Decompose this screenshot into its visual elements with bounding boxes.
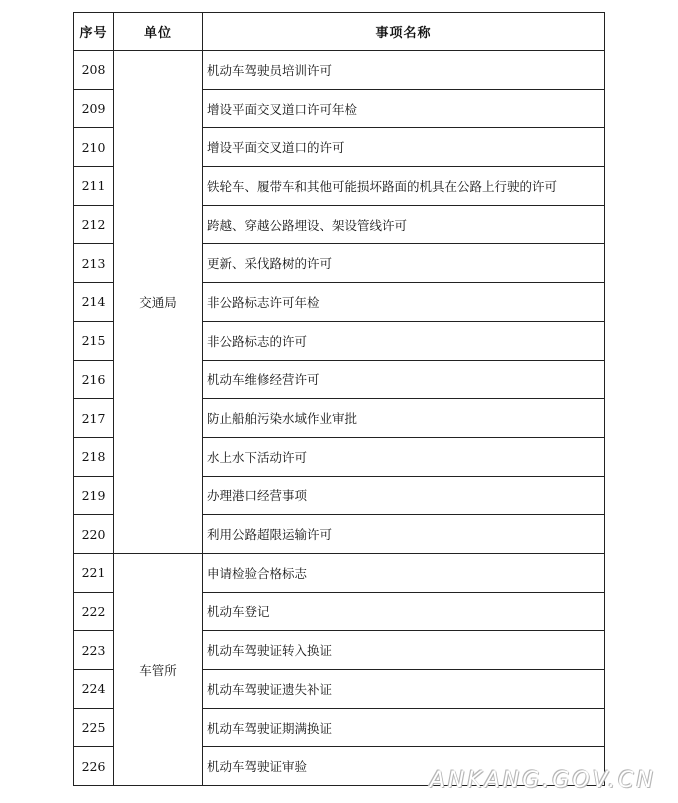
row-number: 223 (74, 631, 114, 670)
row-number: 215 (74, 321, 114, 360)
header-index: 序号 (74, 13, 114, 51)
table-header-row (74, 13, 605, 51)
table-row (74, 51, 605, 90)
item-name: 非公路标志许可年检 (203, 283, 605, 322)
item-name: 跨越、穿越公路埋设、架设管线许可 (203, 205, 605, 244)
item-name: 机动车驾驶证审验 (203, 747, 605, 786)
approval-items-table (73, 12, 605, 786)
row-number: 212 (74, 205, 114, 244)
item-name: 机动车驾驶员培训许可 (203, 51, 605, 90)
row-number: 225 (74, 708, 114, 747)
row-number: 226 (74, 747, 114, 786)
row-number: 216 (74, 360, 114, 399)
row-number: 219 (74, 476, 114, 515)
row-number: 221 (74, 553, 114, 592)
row-number: 220 (74, 515, 114, 554)
item-name: 办理港口经营事项 (203, 476, 605, 515)
item-name: 机动车驾驶证遗失补证 (203, 670, 605, 709)
item-name: 更新、采伐路树的许可 (203, 244, 605, 283)
unit-cell: 车管所 (114, 553, 203, 785)
item-name: 增设平面交叉道口的许可 (203, 128, 605, 167)
item-name: 利用公路超限运输许可 (203, 515, 605, 554)
item-name: 增设平面交叉道口许可年检 (203, 89, 605, 128)
item-name: 防止船舶污染水域作业审批 (203, 399, 605, 438)
row-number: 208 (74, 51, 114, 90)
unit-cell: 交通局 (114, 51, 203, 554)
row-number: 211 (74, 167, 114, 206)
table-row (74, 553, 605, 592)
header-unit: 单位 (114, 13, 203, 51)
item-name: 非公路标志的许可 (203, 321, 605, 360)
header-item-name: 事项名称 (203, 13, 605, 51)
row-number: 218 (74, 437, 114, 476)
row-number: 214 (74, 283, 114, 322)
item-name: 申请检验合格标志 (203, 553, 605, 592)
row-number: 217 (74, 399, 114, 438)
item-name: 机动车维修经营许可 (203, 360, 605, 399)
item-name: 水上水下活动许可 (203, 437, 605, 476)
site-watermark: ANKANG.GOV.CN (429, 768, 656, 793)
item-name: 机动车驾驶证期满换证 (203, 708, 605, 747)
item-name: 铁轮车、履带车和其他可能损坏路面的机具在公路上行驶的许可 (203, 167, 605, 206)
row-number: 222 (74, 592, 114, 631)
row-number: 213 (74, 244, 114, 283)
item-name: 机动车驾驶证转入换证 (203, 631, 605, 670)
row-number: 209 (74, 89, 114, 128)
item-name: 机动车登记 (203, 592, 605, 631)
row-number: 210 (74, 128, 114, 167)
row-number: 224 (74, 670, 114, 709)
